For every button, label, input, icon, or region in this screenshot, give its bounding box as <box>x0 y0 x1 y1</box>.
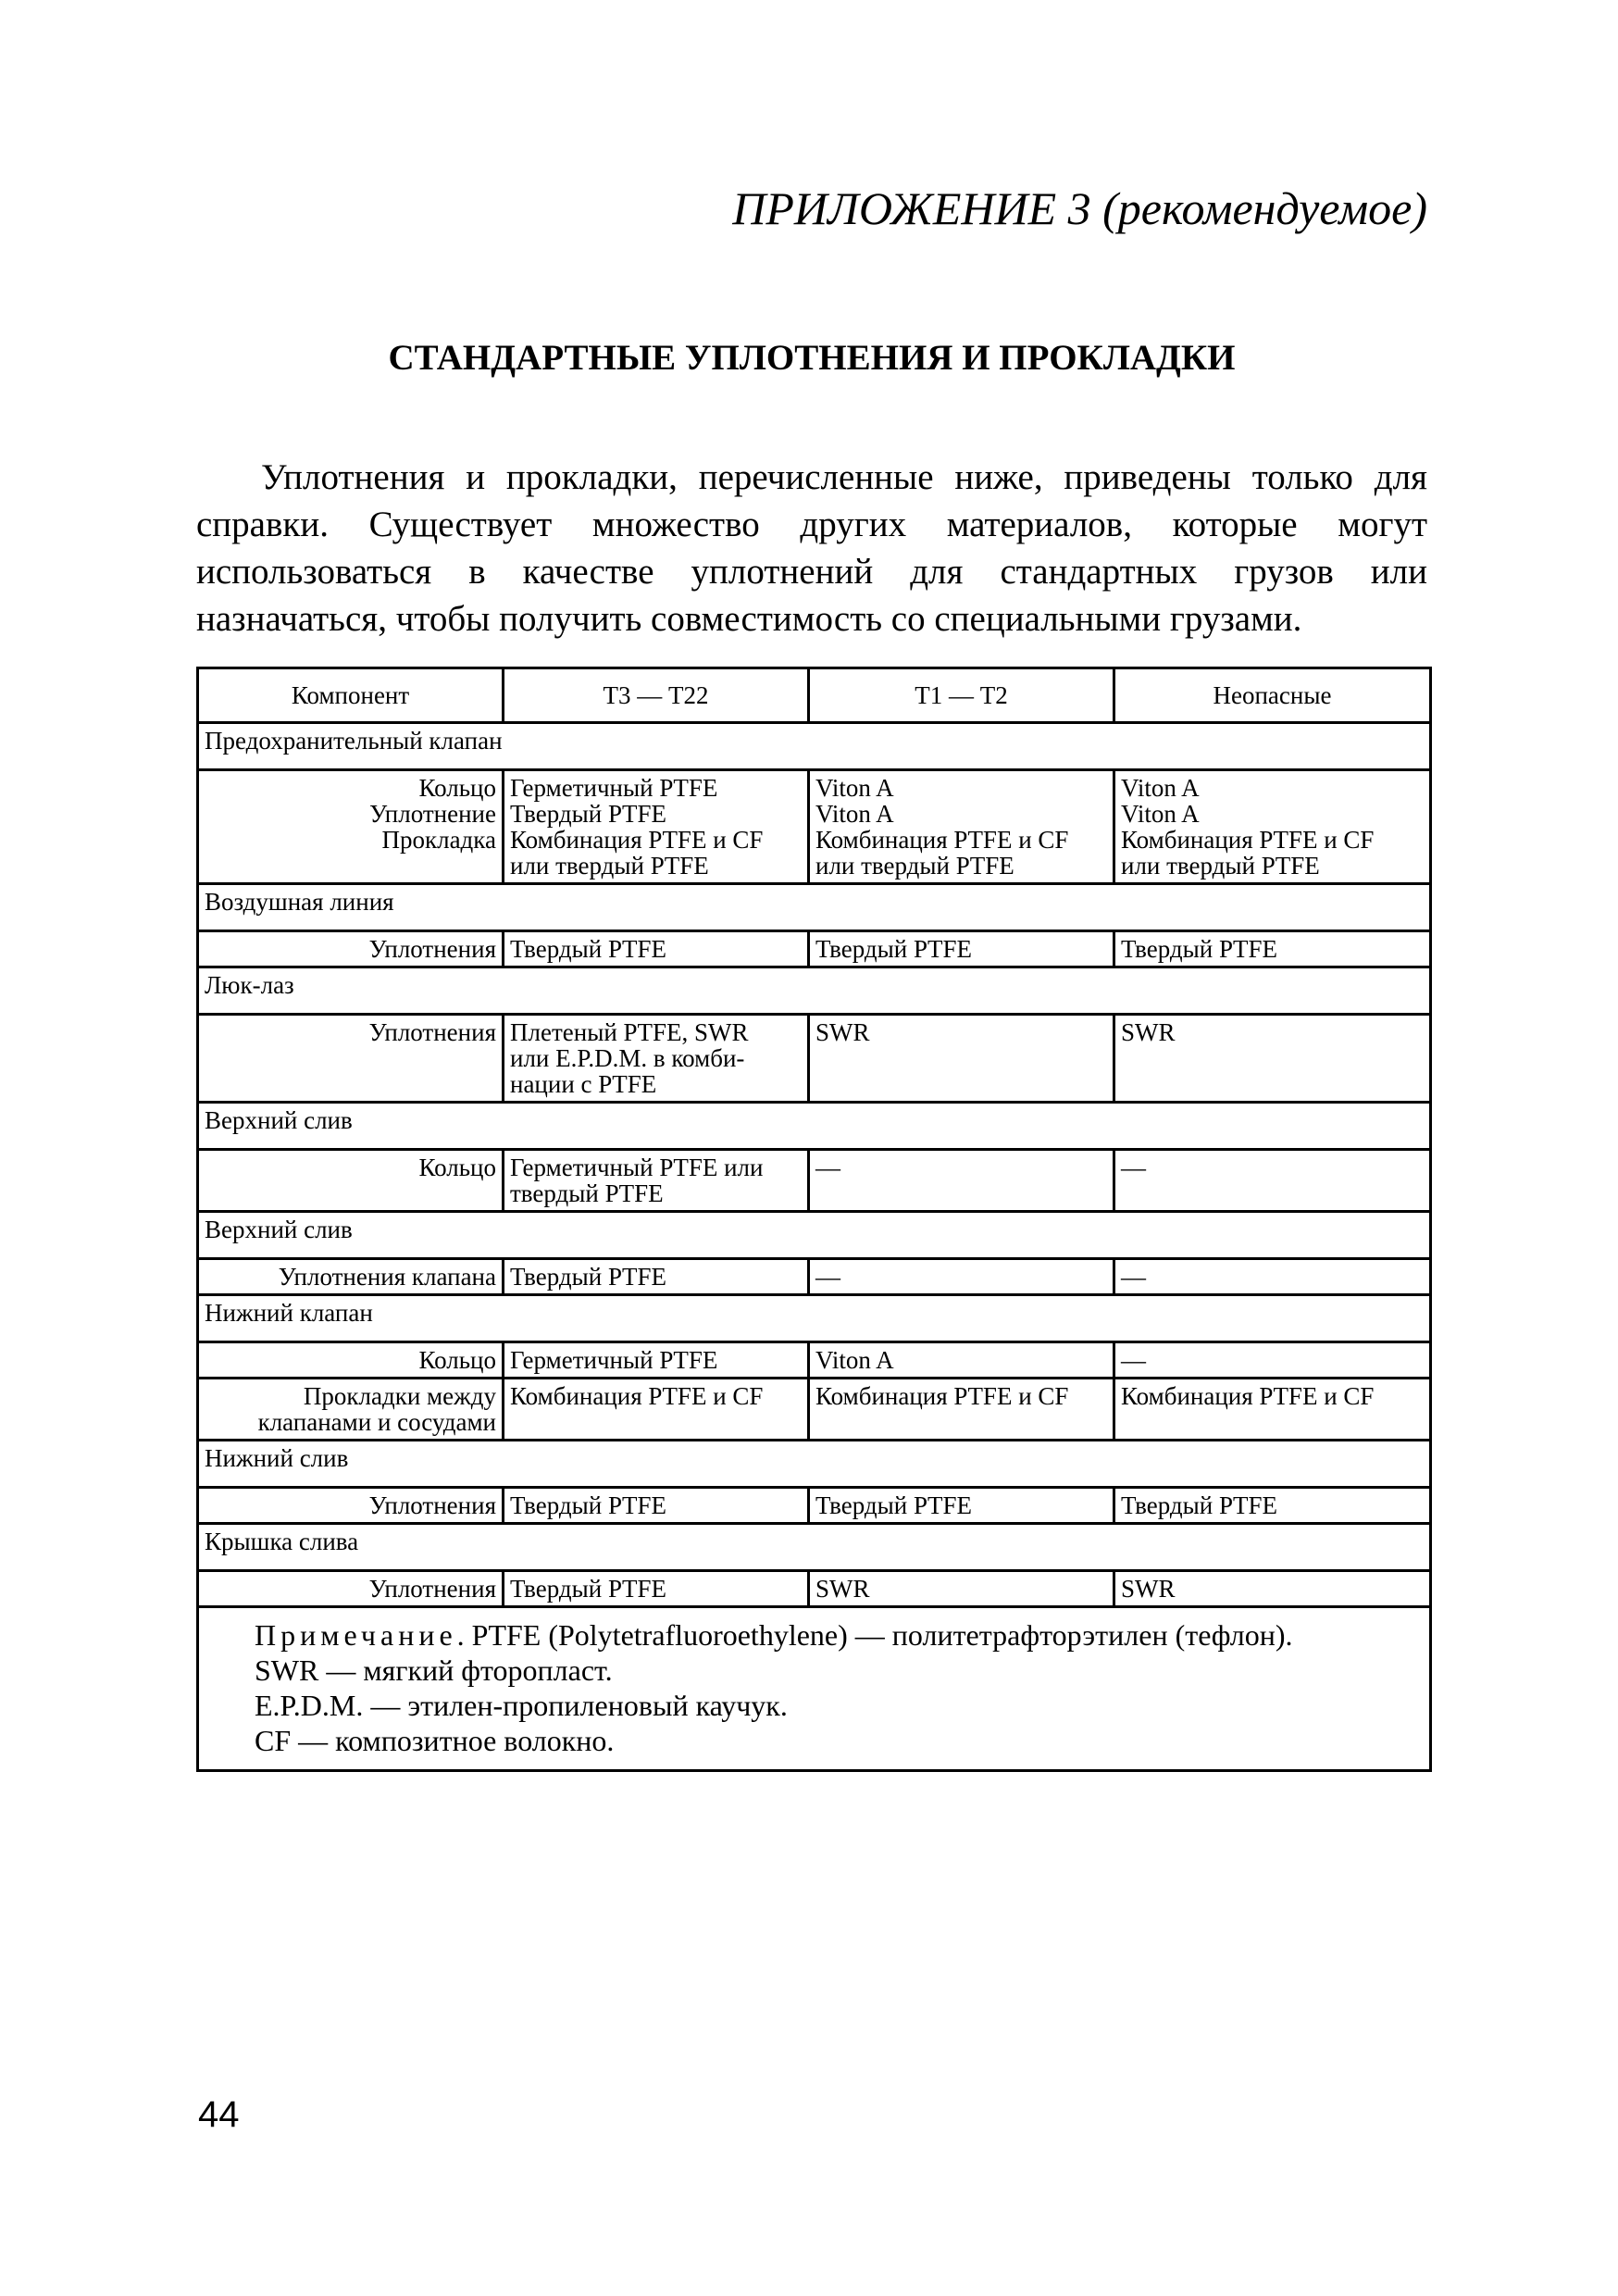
t1-t2-cell: SWR <box>809 1015 1114 1103</box>
non-hazardous-cell: — <box>1114 1342 1431 1379</box>
t3-t22-cell: Комбинация PTFE и CF <box>504 1379 809 1441</box>
section-top-drain: Верхний слив <box>198 1212 1431 1259</box>
component-cell: Уплотнения <box>198 1571 504 1607</box>
t1-t2-cell: Комбинация PTFE и CF <box>809 1379 1114 1441</box>
section-row <box>198 884 1431 931</box>
t1-t2-cell: Твердый PTFE <box>809 931 1114 967</box>
section-row <box>198 1212 1431 1259</box>
non-hazardous-cell: Твердый PTFE <box>1114 1488 1431 1524</box>
cell-line: нации с PTFE <box>510 1070 657 1098</box>
cell-line: или твердый PTFE <box>1121 852 1320 880</box>
component-cell: Уплотнения <box>198 1015 504 1103</box>
section-manhole: Люк-лаз <box>198 967 1431 1015</box>
t3-t22-cell: Твердый PTFE <box>504 1488 809 1524</box>
cell-line: Герметичный PTFE <box>510 774 718 802</box>
table-row <box>198 1488 1431 1524</box>
table-row <box>198 1379 1431 1441</box>
non-hazardous-cell: — <box>1114 1150 1431 1212</box>
section-row <box>198 1103 1431 1150</box>
component-cell: Кольцо <box>198 1342 504 1379</box>
cell-line: Viton A <box>815 774 894 802</box>
component-cell: Уплотнения <box>198 1488 504 1524</box>
note-line <box>255 1617 1401 1653</box>
component-cell: Уплотнения клапана <box>198 1259 504 1295</box>
t3-t22-cell: Твердый PTFE <box>504 931 809 967</box>
note-line: SWR — мягкий фторопласт. <box>255 1653 613 1687</box>
note-row <box>198 1607 1431 1771</box>
t1-t2-cell: Твердый PTFE <box>809 1488 1114 1524</box>
section-row <box>198 1295 1431 1342</box>
table-row <box>198 1015 1431 1103</box>
cell-line: или твердый PTFE <box>815 852 1014 880</box>
section-bottom-drain: Нижний слив <box>198 1441 1431 1488</box>
section-row <box>198 1441 1431 1488</box>
section-safety-valve: Предохранительный клапан <box>198 723 1431 770</box>
cell-line: Комбинация PTFE и CF <box>510 826 764 854</box>
t3-t22-cell: Твердый PTFE <box>504 1571 809 1607</box>
cell-line: или E.P.D.M. в комби- <box>510 1044 745 1072</box>
cell-line: клапанами и сосудами <box>257 1408 496 1436</box>
table-header-row <box>198 668 1431 723</box>
component-gasket: Прокладка <box>381 826 496 854</box>
cell-line: Viton A <box>815 800 894 828</box>
non-hazardous-cell: Комбинация PTFE и CF <box>1114 1379 1431 1441</box>
component-cell <box>198 770 504 884</box>
table-row <box>198 1259 1431 1295</box>
t3-t22-cell: Герметичный PTFE <box>504 1342 809 1379</box>
component-cell: Уплотнения <box>198 931 504 967</box>
page-number: 44 <box>198 2094 240 2135</box>
t3-t22-cell <box>504 1150 809 1212</box>
table-row <box>198 1571 1431 1607</box>
header-non-hazardous: Неопасные <box>1114 668 1431 723</box>
table-row <box>198 931 1431 967</box>
cell-line: Viton A <box>1121 800 1200 828</box>
table-row <box>198 1150 1431 1212</box>
non-hazardous-cell: — <box>1114 1259 1431 1295</box>
t1-t2-cell <box>809 770 1114 884</box>
note-line: E.P.D.M. — этилен-пропиленовый каучук. <box>255 1689 788 1722</box>
header-component: Компонент <box>198 668 504 723</box>
component-cell: Кольцо <box>198 1150 504 1212</box>
component-ring: Кольцо <box>418 774 496 802</box>
section-air-line: Воздушная линия <box>198 884 1431 931</box>
section-heading: СТАНДАРТНЫЕ УПЛОТНЕНИЯ И ПРОКЛАДКИ <box>388 338 1236 378</box>
header-t3-t22: Т3 — Т22 <box>504 668 809 723</box>
table-row <box>198 770 1431 884</box>
section-row <box>198 1524 1431 1571</box>
section-top-drain: Верхний слив <box>198 1103 1431 1150</box>
intro-paragraph: Уплотнения и прокладки, перечисленные ниже, приведены только для справки. Существует множество других материалов, которые могут использоваться в качестве уплотнений для стандартных грузов или назначаться, чтобы получить совместимость со специальными грузами. <box>196 457 1427 639</box>
cell-line: Комбинация PTFE и CF <box>1121 826 1375 854</box>
t3-t22-cell <box>504 1015 809 1103</box>
note-text: . PTFE (Polytetrafluoroethylene) — политетрафторэтилен (тефлон). <box>456 1618 1293 1652</box>
table-row <box>198 1342 1431 1379</box>
cell-line: Плетеный PTFE, SWR <box>510 1018 749 1046</box>
component-cell <box>198 1379 504 1441</box>
cell-line: Твердый PTFE <box>510 800 666 828</box>
t1-t2-cell: — <box>809 1259 1114 1295</box>
non-hazardous-cell: SWR <box>1114 1015 1431 1103</box>
t1-t2-cell: — <box>809 1150 1114 1212</box>
cell-line: Viton A <box>1121 774 1200 802</box>
appendix-title: ПРИЛОЖЕНИЕ 3 (рекомендуемое) <box>732 182 1427 234</box>
non-hazardous-cell: SWR <box>1114 1571 1431 1607</box>
t1-t2-cell: SWR <box>809 1571 1114 1607</box>
non-hazardous-cell <box>1114 770 1431 884</box>
section-bottom-valve: Нижний клапан <box>198 1295 1431 1342</box>
cell-line: Комбинация PTFE и CF <box>815 826 1069 854</box>
cell-line: Герметичный PTFE или <box>510 1154 764 1181</box>
section-drain-cap: Крышка слива <box>198 1524 1431 1571</box>
t3-t22-cell: Твердый PTFE <box>504 1259 809 1295</box>
section-row <box>198 723 1431 770</box>
t1-t2-cell: Viton A <box>809 1342 1114 1379</box>
cell-line: твердый PTFE <box>510 1179 664 1207</box>
cell-line: или твердый PTFE <box>510 852 709 880</box>
cell-line: Прокладки между <box>303 1382 496 1410</box>
table-note <box>198 1607 1431 1771</box>
note-label: Примечание <box>255 1618 457 1652</box>
note-line: CF — композитное волокно. <box>255 1724 615 1757</box>
t3-t22-cell <box>504 770 809 884</box>
non-hazardous-cell: Твердый PTFE <box>1114 931 1431 967</box>
component-seal: Уплотнение <box>369 800 496 828</box>
seals-table <box>196 667 1432 1772</box>
section-row <box>198 967 1431 1015</box>
header-t1-t2: Т1 — Т2 <box>809 668 1114 723</box>
